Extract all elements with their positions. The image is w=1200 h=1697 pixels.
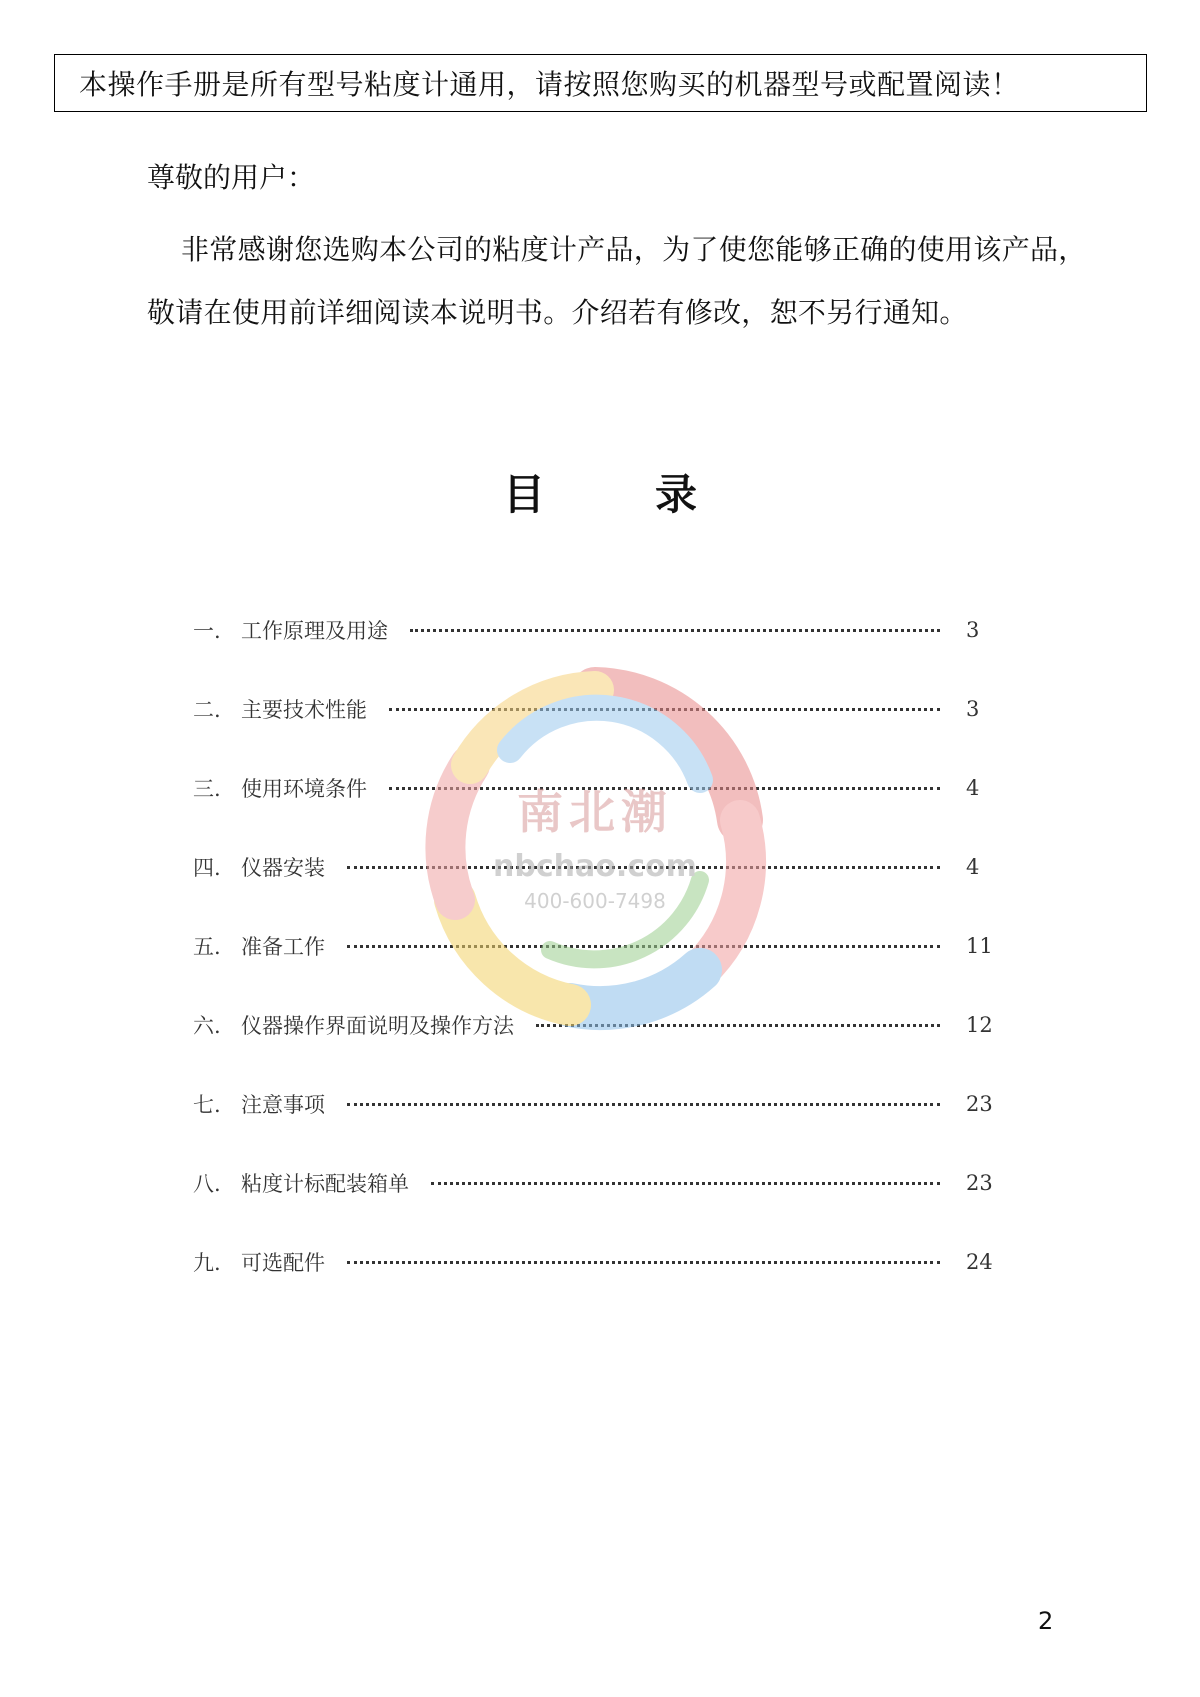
toc-item[interactable] [193,669,998,748]
toc-title: 目录 [502,470,807,519]
toc-leader [347,866,940,869]
toc-item-page: 3 [966,617,980,642]
toc-leader [347,945,940,948]
notice-text: 本操作手册是所有型号粘度计通用，请按照您购买的机器型号或配置阅读！ [79,68,1020,101]
toc-item[interactable] [193,906,998,985]
toc-item-number: 一. [193,618,221,643]
toc-item-label: 注意事项 [241,1092,325,1117]
toc-item-number: 九. [193,1250,221,1275]
toc-item-number: 三. [193,776,221,801]
table-of-contents [193,590,998,1301]
toc-leader [536,1024,940,1027]
toc-item-page: 3 [966,696,980,721]
toc-item-page: 4 [966,854,980,879]
notice-box [54,54,1147,112]
toc-item-page: 4 [966,775,980,800]
toc-leader [431,1182,940,1185]
toc-item-label: 仪器安装 [241,855,325,880]
toc-item-label: 工作原理及用途 [241,618,388,643]
toc-item-number: 二. [193,697,221,722]
toc-item-page: 24 [966,1249,993,1274]
toc-item-number: 四. [193,855,221,880]
toc-item-number: 八. [193,1171,221,1196]
watermark-phone: 400-600-7498 [524,889,666,913]
toc-leader [347,1261,940,1264]
toc-item-label: 使用环境条件 [241,776,367,801]
toc-leader [410,629,940,632]
toc-item-number: 七. [193,1092,221,1117]
toc-item-label: 主要技术性能 [241,697,367,722]
toc-item[interactable] [193,748,998,827]
page-number: 2 [1038,1607,1054,1635]
intro-paragraph: 非常感谢您选购本公司的粘度计产品，为了使您能够正确的使用该产品，敬请在使用前详细阅读本说明书。介绍若有修改，恕不另行通知。 [147,233,1087,329]
toc-item-label: 准备工作 [241,934,325,959]
toc-leader [347,1103,940,1106]
toc-leader [389,708,940,711]
watermark-domain: nbchao.com [493,849,697,884]
toc-item-number: 六. [193,1013,221,1038]
toc-item-label: 仪器操作界面说明及操作方法 [241,1013,514,1038]
toc-item[interactable] [193,985,998,1064]
toc-item[interactable] [193,1064,998,1143]
toc-item-page: 23 [966,1091,993,1116]
toc-leader [389,787,940,790]
toc-item[interactable] [193,827,998,906]
toc-item-number: 五. [193,934,221,959]
toc-item[interactable] [193,1222,998,1301]
greeting: 尊敬的用户： [147,161,316,194]
toc-item-label: 可选配件 [241,1250,325,1275]
toc-item-page: 11 [966,933,993,958]
toc-item-page: 12 [966,1012,993,1037]
watermark-brand: 南北潮 [517,785,673,839]
toc-item[interactable] [193,1143,998,1222]
toc-item-page: 23 [966,1170,993,1195]
toc-item-label: 粘度计标配装箱单 [241,1171,409,1196]
toc-item[interactable] [193,590,998,669]
